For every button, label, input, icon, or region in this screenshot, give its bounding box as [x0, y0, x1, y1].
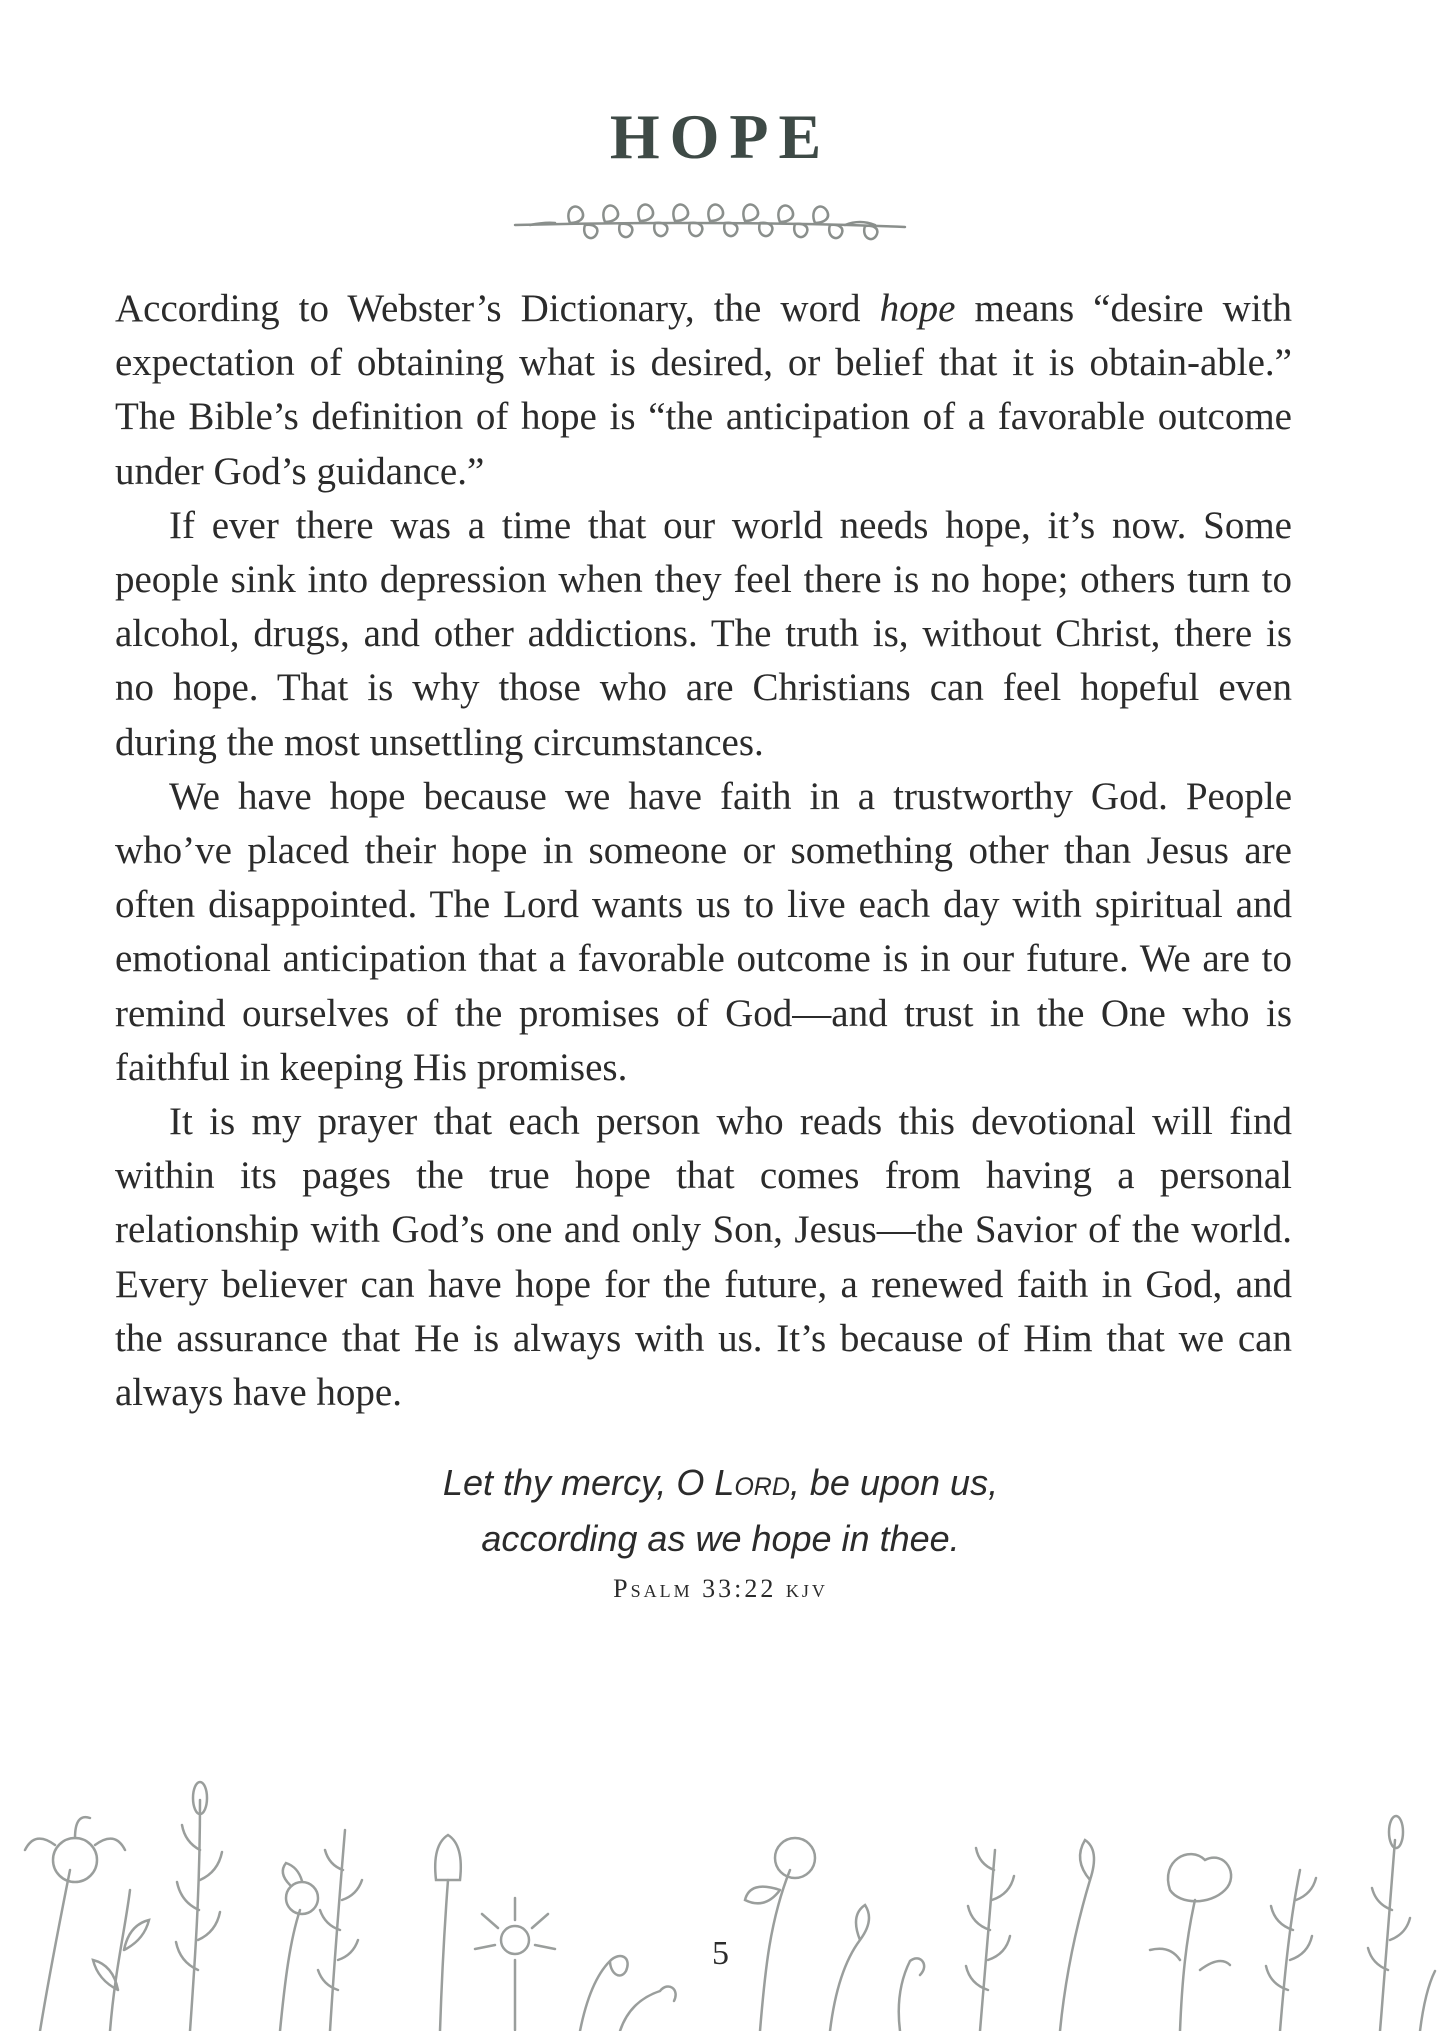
verse-lord: Lord: [714, 1462, 790, 1503]
vine-ornament-icon: [510, 185, 910, 255]
page-title: HOPE: [609, 101, 832, 172]
scripture-verse: [0, 1455, 1441, 1567]
paragraph-1: [115, 282, 1292, 499]
verse-line-1: [0, 1455, 1441, 1511]
floral-border-icon: [0, 1770, 1441, 2031]
verse-line-1-end: , be upon us,: [789, 1462, 999, 1503]
paragraph-3: We have hope because we have faith in a trustworthy God. People who’ve placed their hope in someone or something other than Jesus are often disappointed. The Lord wants us to live each day with spiritual and emotional anticipation that a favorable outcome is in our future. We are to remind ourselves of the promises of God—and trust in the One who is faithful in keeping His promises.: [115, 774, 1292, 1089]
paragraph-1-emphasis: hope: [879, 287, 956, 330]
paragraph-2: If ever there was a time that our world needs hope, it’s now. Some people sink into depression when they feel there is no hope; others turn to alcohol, drugs, and other addictions. The truth is, without Christ, there is no hope. That is why those who are Christians can feel hopeful even during the most unsettling circumstances.: [115, 503, 1292, 764]
paragraph-1-intro: According to Webster’s Dictionary, the word: [115, 287, 880, 330]
verse-line-2: according as we hope in thee.: [481, 1518, 960, 1559]
paragraph-1-rest: means “desire with expectation of obtaining what is desired, or belief that it is obtain-able.” The Bible’s definition of hope is “the anticipation of a favorable outcome under God’s guidance.”: [115, 287, 1292, 493]
paragraph-4: It is my prayer that each person who reads this devotional will find within its pages the true hope that comes from having a personal relationship with God’s one and only Son, Jesus—the Savior of the world. Every believer can have hope for the future, a renewed faith in God, and the assurance that He is always with us. It’s because of Him that we can always have hope.: [115, 1100, 1292, 1415]
verse-reference: Psalm 33:22 kjv: [613, 1574, 828, 1603]
verse-line-1-start: Let thy mercy, O: [442, 1462, 715, 1503]
body-text: [115, 282, 1292, 1420]
page-number: 5: [712, 1935, 729, 1972]
